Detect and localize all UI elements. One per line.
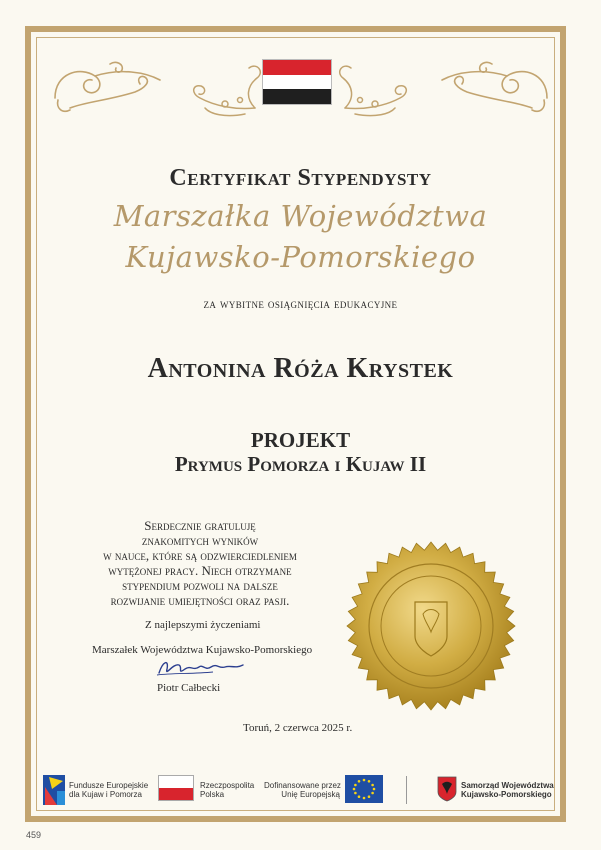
flag-icon xyxy=(262,59,332,105)
logo-text-line: Samorząd Województwa xyxy=(461,781,554,790)
right-corner-ornament xyxy=(437,58,552,118)
congrats-line: wytężonej pracy. Niech otrzymane xyxy=(108,563,292,578)
eu-flag-logo-icon xyxy=(345,775,383,803)
signer-title: Marszałek Województwa Kujawsko-Pomorskiego xyxy=(92,644,313,656)
left-corner-ornament xyxy=(50,58,165,118)
eu-cofunding-text xyxy=(264,781,340,799)
eu-funds-text xyxy=(69,781,148,799)
funding-logos-bar xyxy=(40,770,560,810)
wishes-text: Z najlepszymi życzeniami xyxy=(145,619,261,631)
issuer-script-line-2: Kujawsko-Pomorskiego xyxy=(125,240,476,274)
issuer-script-line-1: Marszałka Województwa xyxy=(113,199,488,233)
logo-text-line: Fundusze Europejskie xyxy=(69,781,149,790)
logo-text-line: Polska xyxy=(200,790,225,799)
regional-coat-of-arms-icon xyxy=(437,776,457,802)
congrats-line: znakomitych wyników xyxy=(141,533,259,548)
logo-divider xyxy=(406,776,407,804)
certificate-title: Certyfikat Stypendysty xyxy=(169,165,432,191)
congrats-line: rozwijanie umiejętności oraz pasji. xyxy=(110,593,290,608)
logo-text-line: Rzeczpospolita xyxy=(200,781,255,790)
regional-government-text xyxy=(461,781,554,799)
award-reason: za wybitne osiągnięcia edukacyjne xyxy=(203,296,398,311)
congrats-line: Serdecznie gratuluję xyxy=(144,518,256,533)
congrats-line: stypendium pozwoli na dalsze xyxy=(122,578,278,593)
eu-funds-logo-icon xyxy=(43,775,65,805)
logo-text-line: Dofinansowane przez xyxy=(264,781,341,790)
poland-flag-logo-icon xyxy=(158,775,194,801)
signer-name: Piotr Całbecki xyxy=(157,682,221,694)
logo-text-line: Kujawsko-Pomorskiego xyxy=(461,790,552,799)
congratulations-text xyxy=(60,518,340,608)
page-number: 459 xyxy=(26,830,42,840)
gold-seal-icon xyxy=(345,540,517,712)
project-name: Prymus Pomorza i Kujaw II xyxy=(174,452,427,476)
logo-text-line: dla Kujaw i Pomorza xyxy=(69,790,142,799)
project-label: PROJEKT xyxy=(250,428,351,452)
logo-text-line: Unię Europejską xyxy=(281,790,340,799)
recipient-name: Antonina Róża Krystek xyxy=(147,353,454,384)
congrats-line: w nauce, które są odzwierciedleniem xyxy=(103,548,297,563)
signature-icon xyxy=(153,655,253,681)
poland-text xyxy=(200,781,254,799)
place-and-date: Toruń, 2 czerwca 2025 r. xyxy=(243,722,353,734)
